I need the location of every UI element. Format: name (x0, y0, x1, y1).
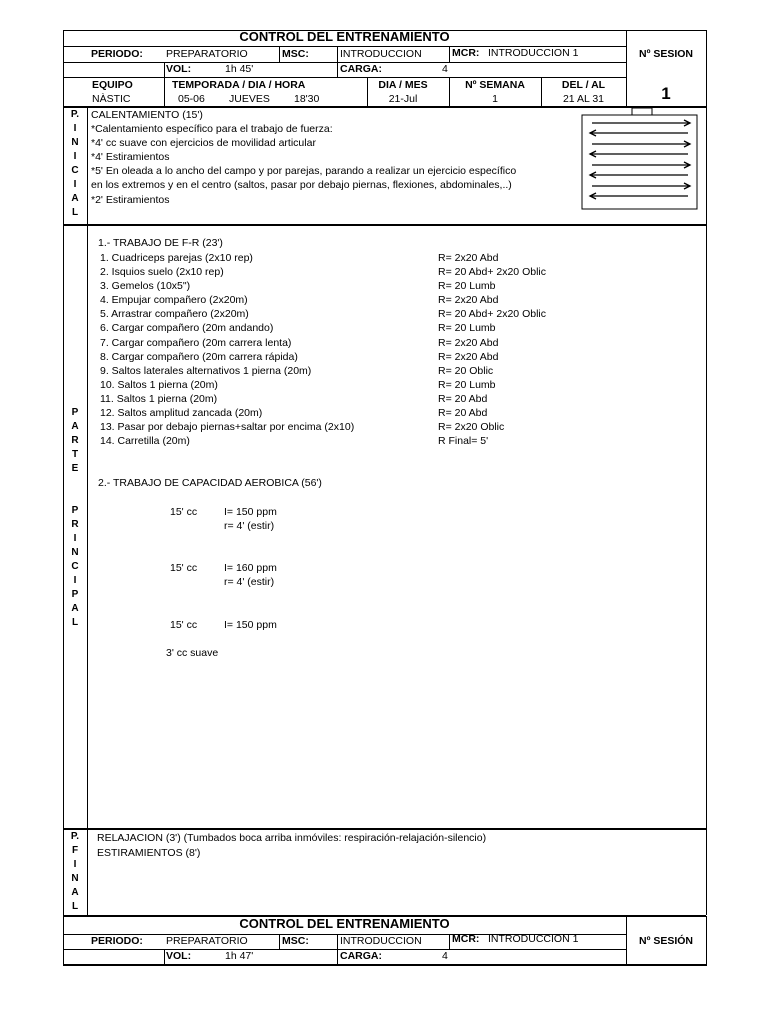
aerobic-recovery: r= 4' (estir) (224, 576, 275, 588)
relaxation-line: RELAJACION (3') (Tumbados boca arriba inmóviles: respiración-relajación-silencio) (97, 832, 487, 844)
initial-side-label: P. I N I C I A L (70, 109, 80, 218)
periodo-value: PREPARATORIO (166, 935, 248, 947)
list-item: R= 2x20 Abd (438, 252, 499, 264)
stretching-line: ESTIRAMIENTOS (8') (97, 847, 201, 859)
carga-value: 4 (442, 950, 448, 962)
section1-title: 1.- TRABAJO DE F-R (23') (98, 237, 223, 249)
delal-label: DEL / AL (561, 79, 606, 91)
list-item: R= 20 Abd+ 2x20 Oblic (438, 308, 546, 321)
frame-right (706, 30, 707, 915)
list-item: 6. Cargar compañero (20m andando) (100, 322, 274, 335)
diames-value: 21-Jul (388, 93, 418, 105)
list-item: R= 20 Lumb (438, 322, 496, 335)
delal-value: 21 AL 31 (562, 93, 605, 105)
list-item: 12. Saltos amplitud zancada (20m) (100, 407, 263, 420)
aerobic-recovery: r= 4' (estir) (224, 520, 275, 532)
list-item: 3. Gemelos (10x5") (100, 280, 191, 293)
aerobic-intensity: I= 150 ppm (224, 619, 277, 631)
list-item: 1. Cuadriceps parejas (2x10 rep) (100, 252, 253, 264)
msc-label: MSC: (282, 935, 309, 947)
exercise-list (100, 251, 354, 448)
main-side-label: P A R T E P R I N C I P A L (71, 407, 79, 628)
temporada-value: 05-06 (178, 93, 205, 105)
msc-value: INTRODUCCION (340, 935, 422, 947)
recovery-list (438, 251, 546, 448)
list-item: R= 2x20 Abd (438, 294, 499, 307)
sheet-title: CONTROL DEL ENTRENAMIENTO (239, 29, 450, 44)
list-item: R= 2x20 Oblic (438, 421, 505, 434)
warmup-block: CALENTAMIENTO (15') *Calentamiento específico para el trabajo de fuerza: *4' cc suave con ejercicios de movilidad articular *4' Estiramientos *5' En oleada a lo ancho del campo y por parejas, parando a realizar un ejercicio específico en los extremos y en el centro (saltos, pasar por debajo piernas, flexiones, abdominales,..) *2' Estiramientos (91, 109, 517, 206)
periodo-label: PERIODO: (91, 935, 143, 947)
msc-label: MSC: (282, 48, 309, 60)
list-item: R= 20 Abd (438, 392, 488, 405)
vol-label: VOL: (166, 950, 192, 962)
mcr-value: INTRODUCCION 1 (488, 47, 579, 59)
vol-value: 1h 45' (225, 63, 254, 75)
semana-value: 1 (492, 93, 498, 105)
list-item: 8. Cargar compañero (20m carrera rápida) (100, 350, 298, 363)
sesion-label: Nº SESIÓN (638, 935, 693, 947)
mcr-label: MCR: (452, 933, 480, 945)
list-item: R= 2x20 Abd (438, 336, 499, 349)
carga-label: CARGA: (340, 950, 382, 962)
carga-value: 4 (442, 63, 448, 75)
temporada-label: TEMPORADA / DIA / HORA (172, 79, 306, 91)
aerobic-duration: 15' cc (170, 562, 198, 574)
carga-label: CARGA: (340, 63, 382, 75)
list-item: 5. Arrastrar compañero (2x20m) (100, 308, 249, 321)
list-item: R= 20 Lumb (438, 378, 496, 391)
equipo-value: NÀSTIC (92, 93, 131, 105)
hora-value: 18'30 (294, 93, 320, 105)
periodo-value: PREPARATORIO (166, 48, 248, 60)
final-side-label: P. F I N A L (70, 831, 80, 912)
sesion-number: 1 (661, 84, 671, 103)
list-item: R= 20 Abd+ 2x20 Oblic (438, 266, 546, 279)
diames-label: DIA / MES (378, 79, 428, 91)
list-item: 7. Cargar compañero (20m carrera lenta) (100, 336, 292, 349)
dia-value: JUEVES (229, 93, 270, 105)
aerobic-duration: 15' cc (170, 619, 198, 631)
list-item: R Final= 5' (438, 435, 489, 448)
aerobic-duration: 15' cc (170, 506, 198, 518)
list-item: 9. Saltos laterales alternativos 1 pierna (20m) (100, 364, 312, 377)
list-item: 4. Empujar compañero (2x20m) (100, 294, 248, 307)
list-item: 14. Carretilla (20m) (100, 435, 190, 448)
sesion-label: Nº SESION (638, 48, 693, 60)
list-item: 11. Saltos 1 pierna (20m) (100, 392, 218, 405)
vol-label: VOL: (166, 63, 192, 75)
aerobic-intensity: I= 150 ppm (224, 506, 277, 518)
list-item: 13. Pasar por debajo piernas+saltar por encima (2x10) (100, 421, 355, 434)
cooldown-run: 3' cc suave (166, 647, 219, 659)
semana-label: Nº SEMANA (465, 79, 525, 91)
msc-value: INTRODUCCION (340, 48, 422, 60)
list-item: R= 20 Lumb (438, 280, 496, 293)
list-item: 10. Saltos 1 pierna (20m) (100, 378, 218, 391)
mcr-label: MCR: (452, 47, 480, 59)
field-drill-diagram (580, 108, 700, 210)
list-item: R= 20 Oblic (438, 364, 494, 377)
vol-value: 1h 47' (225, 950, 254, 962)
aerobic-intensity: I= 160 ppm (224, 562, 277, 574)
equipo-label: EQUIPO (92, 79, 133, 91)
list-item: R= 20 Abd (438, 407, 488, 420)
periodo-label: PERIODO: (91, 48, 143, 60)
list-item: R= 2x20 Abd (438, 350, 499, 363)
section2-title: 2.- TRABAJO DE CAPACIDAD AEROBICA (56') (98, 477, 322, 489)
list-item: 2. Isquios suelo (2x10 rep) (100, 266, 224, 279)
mcr-value: INTRODUCCION 1 (488, 933, 579, 945)
sheet-title: CONTROL DEL ENTRENAMIENTO (239, 916, 450, 931)
